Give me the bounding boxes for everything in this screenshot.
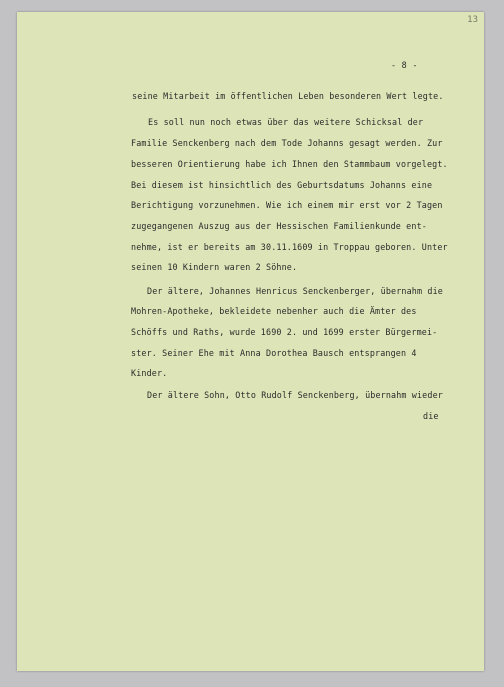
text-line: Bei diesem ist hinsichtlich des Geburtsdatums Johanns eine <box>131 180 433 190</box>
text-line: zugegangenen Auszug aus der Hessischen Familienkunde ent- <box>131 221 427 231</box>
text-line: Der ältere Sohn, Otto Rudolf Senckenberg, übernahm wieder <box>147 390 443 400</box>
corner-mark: 13 <box>467 15 478 25</box>
text-line: Mohren-Apotheke, bekleidete nebenher auch die Ämter des <box>131 306 417 316</box>
text-line: Berichtigung vorzunehmen. Wie ich einem mir erst vor 2 Tagen <box>131 200 443 210</box>
text-line: nehme, ist er bereits am 30.11.1609 in Troppau geboren. Unter <box>131 242 448 252</box>
text-line: die <box>423 411 439 421</box>
page-number: - 8 - <box>391 60 418 70</box>
text-line: ster. Seiner Ehe mit Anna Dorothea Bausch entsprangen 4 <box>131 348 417 358</box>
text-line: Es soll nun noch etwas über das weitere Schicksal der <box>148 117 424 127</box>
text-line: besseren Orientierung habe ich Ihnen den Stammbaum vorgelegt. <box>131 159 448 169</box>
text-line: Schöffs und Raths, wurde 1690 2. und 1699 erster Bürgermei- <box>131 327 438 337</box>
text-line: seine Mitarbeit im öffentlichen Leben besonderen Wert legte. <box>132 91 444 101</box>
text-line: Familie Senckenberg nach dem Tode Johanns gesagt werden. Zur <box>131 138 443 148</box>
text-line: seinen 10 Kindern waren 2 Söhne. <box>131 262 298 272</box>
document-page <box>17 12 484 671</box>
text-line: Der ältere, Johannes Henricus Senckenberger, übernahm die <box>147 286 443 296</box>
text-line: Kinder. <box>131 368 168 378</box>
